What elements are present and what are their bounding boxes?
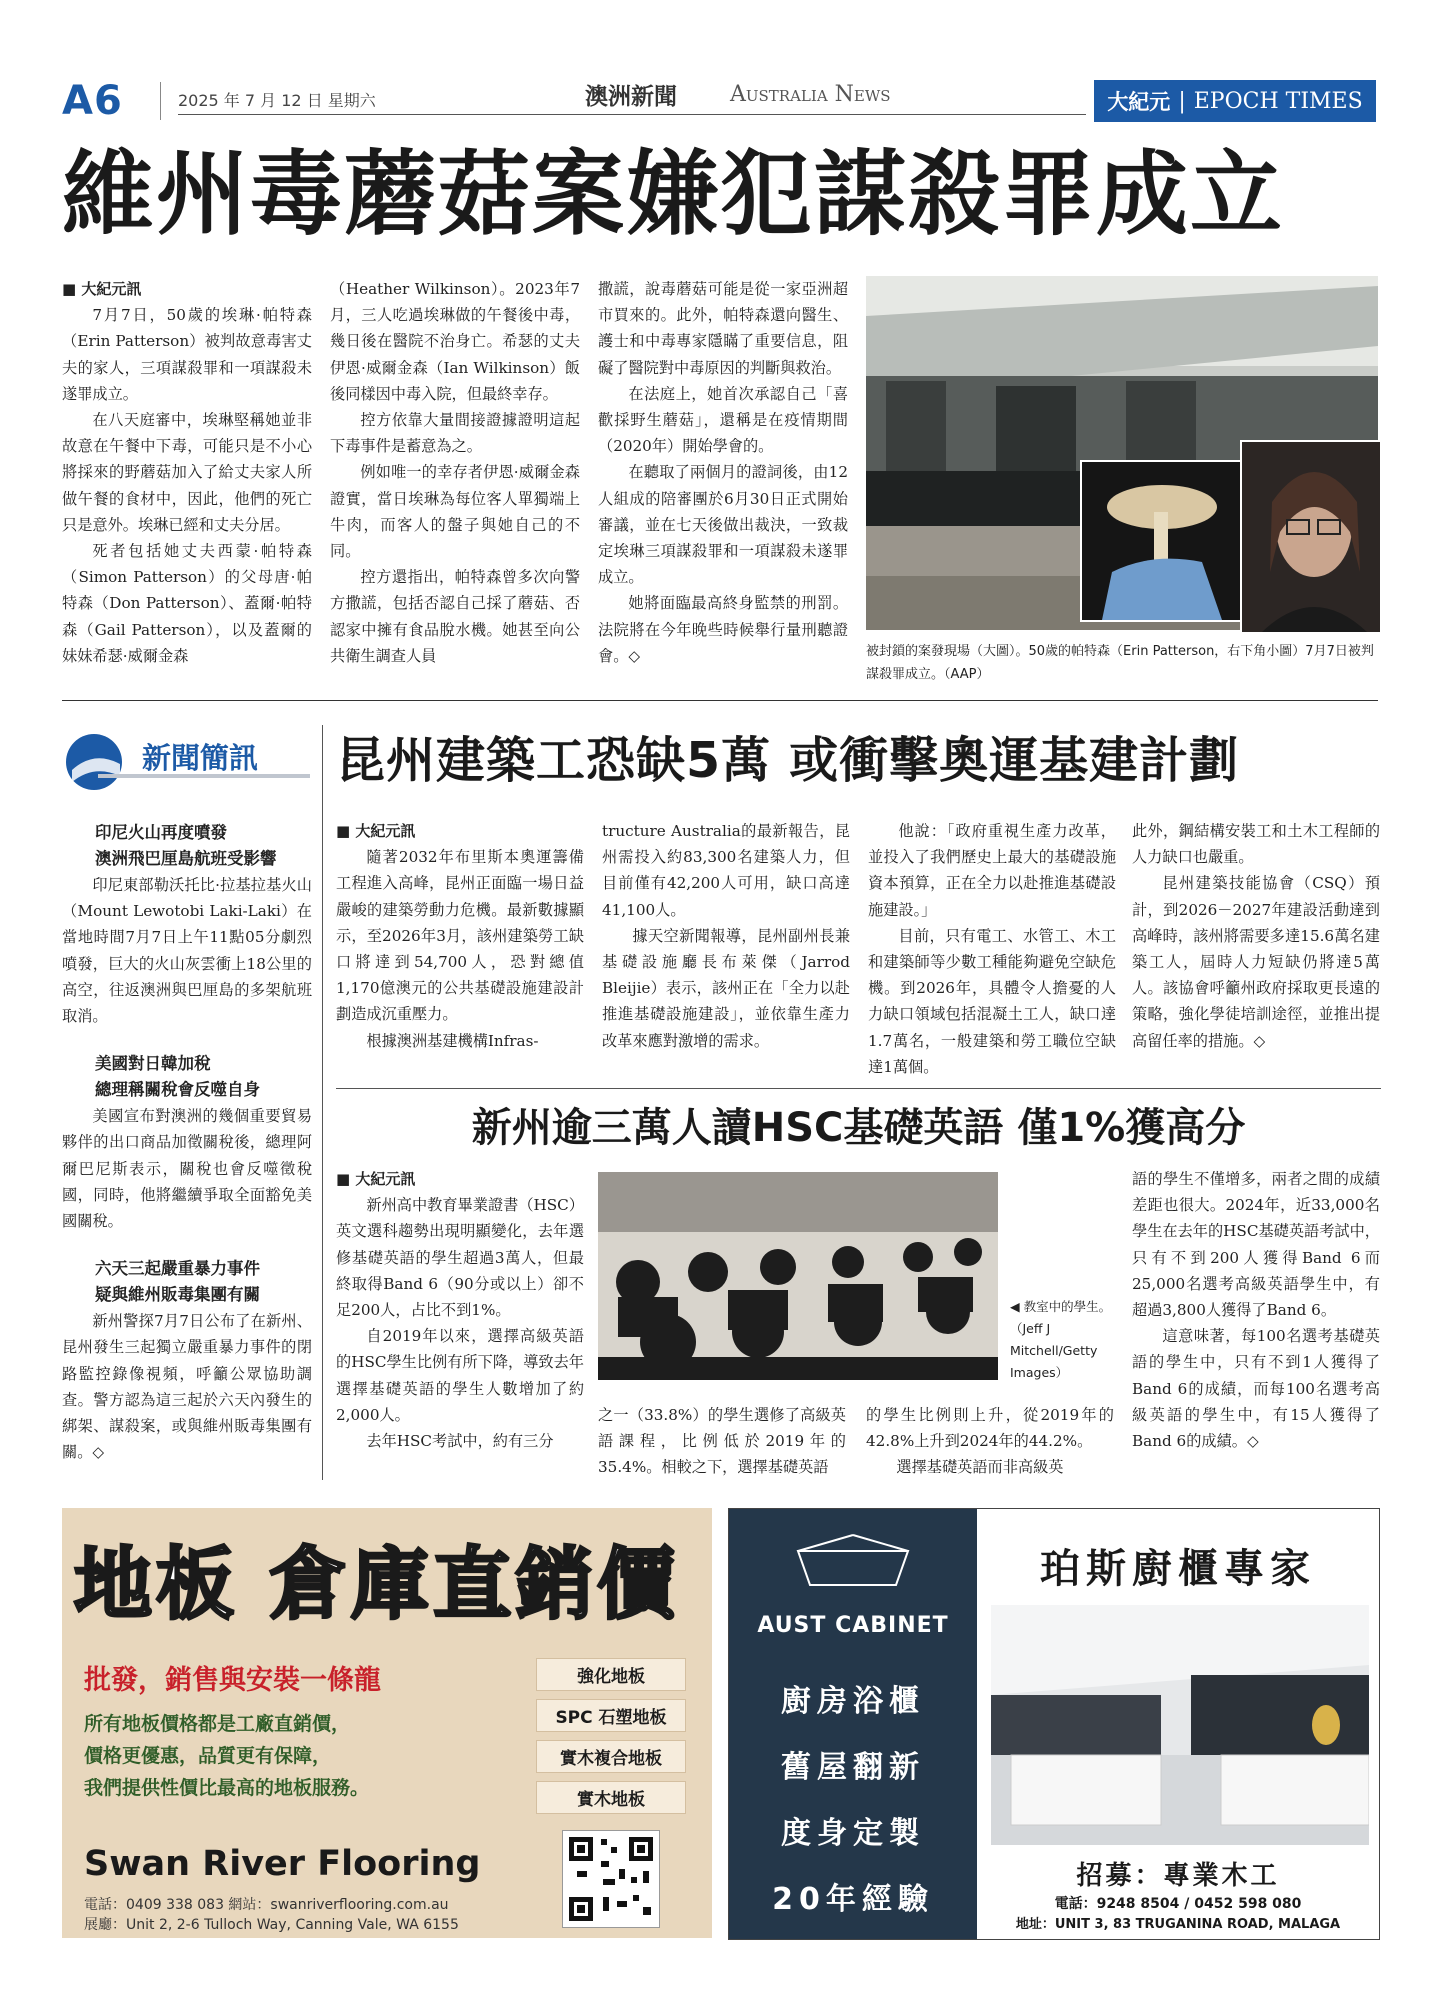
ad-item: 強化地板 xyxy=(536,1658,686,1691)
cabinet-ad-brand: AUST CABINET xyxy=(757,1613,949,1638)
paragraph: 隨著2032年布里斯本奧運籌備工程進入高峰，昆州正面臨一場日益嚴峻的建築勞動力危機。最新數據顯示，至2026年3月，該州建築勞工缺口將達到54,700人，恐對總值1,170億澳元的公共基礎設施建設計劃造成沉重壓力。 xyxy=(336,848,584,1024)
paragraph: 之一（33.8%）的學生選修了高級英語課程，比例低於2019年的35.4%。相較之下，選擇基礎英語 xyxy=(598,1406,846,1477)
logo-en: EPOCH TIMES xyxy=(1193,88,1363,114)
classroom-photo xyxy=(598,1172,998,1380)
paragraph: 去年HSC考試中，約有三分 xyxy=(366,1432,554,1451)
cabinet-ad-recruit: 招募：專業木工 xyxy=(1076,1861,1280,1891)
brief-subtitle: 總理稱關稅會反噬自身 xyxy=(95,1080,260,1100)
article3-col4 xyxy=(1132,1166,1380,1454)
paragraph: 在法庭上，她首次承認自己「喜歡採野生蘑菇」，還稱是在疫情期間（2020年）開始學會的。 xyxy=(598,384,848,456)
article1-headline: 維州毒蘑菇案嫌犯謀殺罪成立 xyxy=(62,140,1285,248)
ad-line: 所有地板價格都是工廠直銷價， xyxy=(84,1713,351,1735)
article3-caption: ◀ 教室中的學生。（Jeff J Mitchell/Getty Images） xyxy=(1010,1299,1112,1380)
ad-line: 我們提供性價比最高的地板服務。 xyxy=(84,1777,370,1799)
cabinet-ad-services xyxy=(729,1669,977,1933)
brief-item xyxy=(62,820,312,1029)
article1-col2 xyxy=(330,276,580,669)
paragraph: 控方依靠大量間接證據證明這起下毒事件是蓄意為之。 xyxy=(330,411,580,456)
paragraph: 昆州建築技能協會（CSQ）預計，到2026－2027年建設活動達到高峰時，該州將需要多達15.6萬名建築工人，屆時人力短缺仍將達5萬人。該協會呼籲州政府採取更長遠的策略，強化學徒培訓途徑，並推出提高留任率的措施。◇ xyxy=(1132,874,1380,1050)
briefs-column xyxy=(62,820,312,1465)
cabinet-ad-phone: 電話：9248 8504 / 0452 598 080 xyxy=(1054,1896,1302,1912)
logo-cn: 大紀元 xyxy=(1107,89,1171,114)
article1-caption: 被封鎖的案發現場（大圖）。50歲的帕特森（Erin Patterson，右下角小圖）7月7日被判謀殺罪成立。（AAP） xyxy=(866,644,1374,682)
qr-code-icon xyxy=(562,1830,660,1928)
flooring-ad-copy xyxy=(84,1708,369,1804)
cabinet-logo-icon xyxy=(778,1533,928,1603)
paragraph: 7月7日，50歲的埃琳·帕特森（Erin Patterson）被判故意毒害丈夫的家人，三項謀殺罪和一項謀殺未遂罪成立。 xyxy=(62,306,312,403)
cabinet-ad xyxy=(728,1508,1380,1940)
paragraph: 這意味著，每100名選考基礎英語的學生中，只有不到1人獲得了Band 6的成績，而每100名選考高級英語的學生中，有15人獲得了Band 6的成績。◇ xyxy=(1132,1327,1380,1451)
article3-col2 xyxy=(598,1402,846,1481)
article3-col1: ■ 大紀元訊 新州高中教育畢業證書（HSC）英文選科趨勢出現明顯變化，去年選修基礎英語的學生超過3萬人，但最終取得Band 6（90分或以上）卻不足200人，占比不到1%。 自2019年以來，選擇高級英語的HSC學生比例有所下降，導致去年選擇基礎英語的學生人數增加了約2,000人。 去年HSC考試中，約有三分 xyxy=(336,1166,584,1454)
article2-col4 xyxy=(1132,818,1380,1054)
brief-title: 印尼火山再度噴發 xyxy=(95,823,227,842)
paragraph: 控方還指出，帕特森曾多次向警方撒謊，包括否認自己採了蘑菇、否認家中擁有食品脫水機。她甚至向公共衛生調查人員 xyxy=(330,568,580,665)
brief-subtitle: 疑與維州販毒集團有關 xyxy=(95,1285,260,1305)
flooring-ad-brand: Swan River Flooring xyxy=(84,1844,481,1884)
flooring-ad xyxy=(62,1508,712,1938)
paragraph: 語的學生不僅增多，兩者之間的成績差距也很大。2024年，近33,000名學生在去年的HSC基礎英語考試中，只有不到200人獲得Band 6而25,000名選考高級英語學生中，有超過3,800人獲得了Band 6。 xyxy=(1132,1170,1380,1320)
cabinet-ad-left-panel xyxy=(729,1509,977,1939)
service-item: 度身定製 xyxy=(781,1816,925,1851)
brief-body: 美國宣布對澳洲的幾個重要貿易夥伴的出口商品加徵關稅後，總理阿爾巴尼斯表示，關稅也會反噬徵稅國，同時，他將繼續爭取全面豁免美國關稅。 xyxy=(62,1107,312,1231)
mushroom-inset-photo xyxy=(1080,460,1242,622)
paragraph: 撒謊，說毒蘑菇可能是從一家亞洲超市買來的。此外，帕特森還向醫生、護士和中毒專家隱瞞了重要信息，阻礙了醫院對中毒原因的判斷與救治。 xyxy=(598,280,848,377)
service-item: 廚房浴櫃 xyxy=(781,1684,925,1719)
section-title-en: Australia News xyxy=(730,82,891,107)
section-title-cn: 澳洲新聞 xyxy=(585,84,677,110)
service-item: 20年經驗 xyxy=(772,1882,934,1917)
paragraph: 此外，鋼結構安裝工和土木工程師的人力缺口也嚴重。 xyxy=(1132,822,1380,867)
article2-col2 xyxy=(602,818,850,1054)
flooring-ad-headline: 地板 倉庫直銷價 xyxy=(74,1540,680,1630)
paragraph: 根據澳洲基建機構Infras- xyxy=(366,1031,539,1050)
brief-body: 新州警探7月7日公布了在新州、昆州發生三起獨立嚴重暴力事件的閉路監控錄像視頻，呼籲公眾協助調查。警方認為這三起於六天內發生的綁架、謀殺案，或與維州販毒集團有關。◇ xyxy=(62,1312,312,1462)
paragraph: 他說：「政府重視生產力改革，並投入了我們歷史上最大的基礎設施資本預算，正在全力以赴推進基礎設施建設。」 xyxy=(868,822,1116,919)
article1-source: 大紀元訊 xyxy=(81,280,142,298)
paragraph: 死者包括她丈夫西蒙·帕特森（Simon Patterson）的父母唐·帕特森（Don Patterson）、蓋爾·帕特森（Gail Patterson），以及蓋爾的妹妹希瑟·威爾金森 xyxy=(62,542,312,665)
paragraph: 例如唯一的幸存者伊恩·威爾金森證實，當日埃琳為每位客人單獨端上牛肉，而客人的盤子與她自己的不同。 xyxy=(330,463,580,561)
brief-body: 印尼東部勒沃托比·拉基拉基火山（Mount Lewotobi Laki-Laki）在當地時間7月7日上午11點05分劇烈噴發，巨大的火山灰雲衝上18公里的高空，往返澳洲與巴厘島的多架航班取消。 xyxy=(62,876,312,1026)
paragraph: 目前，只有電工、水管工、木工和建築師等少數工種能夠避免空缺危機。到2026年，具體令人擔憂的人力缺口領域包括混凝土工人，缺口達1.7萬名，一般建築和勞工職位空缺達1萬個。 xyxy=(868,926,1116,1076)
flooring-ad-tagline: 批發，銷售與安裝一條龍 xyxy=(84,1665,381,1696)
paragraph: 的學生比例則上升，從2019年的42.8%上升到2024年的44.2%。 xyxy=(866,1406,1114,1451)
service-item: 舊屋翻新 xyxy=(781,1750,925,1785)
flooring-ad-contact: 電話：0409 338 083 網站：swanriverflooring.com.au xyxy=(84,1897,449,1913)
suspect-inset-photo xyxy=(1240,440,1382,634)
paragraph: 選擇基礎英語而非高級英 xyxy=(896,1458,1064,1477)
article2-headline: 昆州建築工恐缺5萬 或衝擊奧運基建計劃 xyxy=(336,732,1240,789)
article2-col3 xyxy=(868,818,1116,1080)
paragraph: 在聽取了兩個月的證詞後，由12人組成的陪審團於6月30日正式開始審議，並在七天後做出裁決，一致裁定埃琳三項謀殺罪和一項謀殺未遂罪成立。 xyxy=(598,463,848,587)
cabinet-ad-title: 珀斯廚櫃專家 xyxy=(1040,1545,1316,1592)
ad-line: 價格更優惠，品質更有保障， xyxy=(84,1745,332,1767)
epoch-times-logo: 大紀元 | EPOCH TIMES xyxy=(1094,80,1376,122)
issue-date: 2025 年 7 月 12 日 星期六 xyxy=(178,91,376,110)
paragraph: 她將面臨最高終身監禁的刑罰。法院將在今年晚些時候舉行量刑聽證會。◇ xyxy=(598,594,848,665)
cabinet-ad-address: 地址：UNIT 3, 83 TRUGANINA ROAD, MALAGA xyxy=(1015,1917,1341,1932)
globe-icon xyxy=(62,730,132,792)
paragraph: 自2019年以來，選擇高級英語的HSC學生比例有所下降，導致去年選擇基礎英語的學生人數增加了約2,000人。 xyxy=(336,1327,584,1424)
flooring-ad-items xyxy=(536,1658,686,1822)
flooring-ad-address: 展廳：Unit 2, 2-6 Tulloch Way, Canning Vale, WA 6155 xyxy=(84,1917,459,1933)
article2-source: 大紀元訊 xyxy=(355,822,416,840)
ad-item: 實木複合地板 xyxy=(536,1740,686,1773)
paragraph: （Heather Wilkinson）。2023年7月，三人吃過埃琳做的午餐後中毒，幾日後在醫院不治身亡。希瑟的丈夫伊恩·威爾金森（Ian Wilkinson）飯後同樣因中毒入院，但最終幸存。 xyxy=(330,280,580,403)
briefs-label: 新聞簡訊 xyxy=(142,741,259,775)
page-number: A6 xyxy=(62,78,123,124)
ad-item: SPC 石塑地板 xyxy=(536,1699,686,1732)
brief-subtitle: 澳洲飛巴厘島航班受影響 xyxy=(95,849,277,868)
article2-col1: ■ 大紀元訊 隨著2032年布里斯本奧運籌備工程進入高峰，昆州正面臨一場日益嚴峻的建築勞動力危機。最新數據顯示，至2026年3月，該州建築勞工缺口將達到54,700人，恐對總值1,170億澳元的公共基礎設施建設計劃造成沉重壓力。 根據澳洲基建機構Infras- xyxy=(336,818,584,1054)
paragraph: 據天空新聞報導，昆州副州長兼基礎設施廳長布萊傑（Jarrod Bleijie）表示，該州正在「全力以赴推進基礎設施建設」，並依靠生產力改革來應對激增的需求。 xyxy=(602,926,850,1050)
briefs-label-block xyxy=(62,730,310,792)
paragraph: 在八天庭審中，埃琳堅稱她並非故意在午餐中下毒，可能只是不小心將採來的野蘑菇加入了給丈夫家人所做午餐的食材中，因此，他們的死亡只是意外。埃琳已經和丈夫分居。 xyxy=(62,411,312,534)
brief-title: 美國對日韓加稅 xyxy=(95,1054,211,1074)
paragraph: 新州高中教育畢業證書（HSC）英文選科趨勢出現明顯變化，去年選修基礎英語的學生超過3萬人，但最終取得Band 6（90分或以上）卻不足200人，占比不到1%。 xyxy=(336,1196,584,1320)
kitchen-photo xyxy=(991,1605,1369,1845)
brief-item xyxy=(62,1051,312,1234)
brief-item xyxy=(62,1256,312,1465)
brief-title: 六天三起嚴重暴力事件 xyxy=(95,1259,260,1279)
article3-col3 xyxy=(866,1402,1114,1481)
article1-col3 xyxy=(598,276,848,669)
ad-item: 實木地板 xyxy=(536,1781,686,1814)
article3-headline: 新州逾三萬人讀HSC基礎英語 僅1%獲高分 xyxy=(471,1105,1246,1151)
article1-col1: ■ 大紀元訊 7月7日，50歲的埃琳·帕特森（Erin Patterson）被判故意毒害丈夫的家人，三項謀殺罪和一項謀殺未遂罪成立。 在八天庭審中，埃琳堅稱她並非故意在午餐中下毒，可能只是不小心將採來的野蘑菇加入了給丈夫家人所做午餐的食材中，因此，他們的死亡只是意外。埃琳已經和丈夫分居。 死者包括她丈夫西蒙·帕特森（Simon Patterson）的父母唐·帕特森（Don Patterson）、蓋爾·帕特森（Gail Patterson），以及蓋爾的妹妹希瑟·威爾金森 xyxy=(62,276,312,669)
paragraph: tructure Australia的最新報告，昆州需投入約83,300名建築人力，但目前僅有42,200人可用，缺口高達41,100人。 xyxy=(602,822,850,919)
article3-source: 大紀元訊 xyxy=(355,1170,416,1188)
